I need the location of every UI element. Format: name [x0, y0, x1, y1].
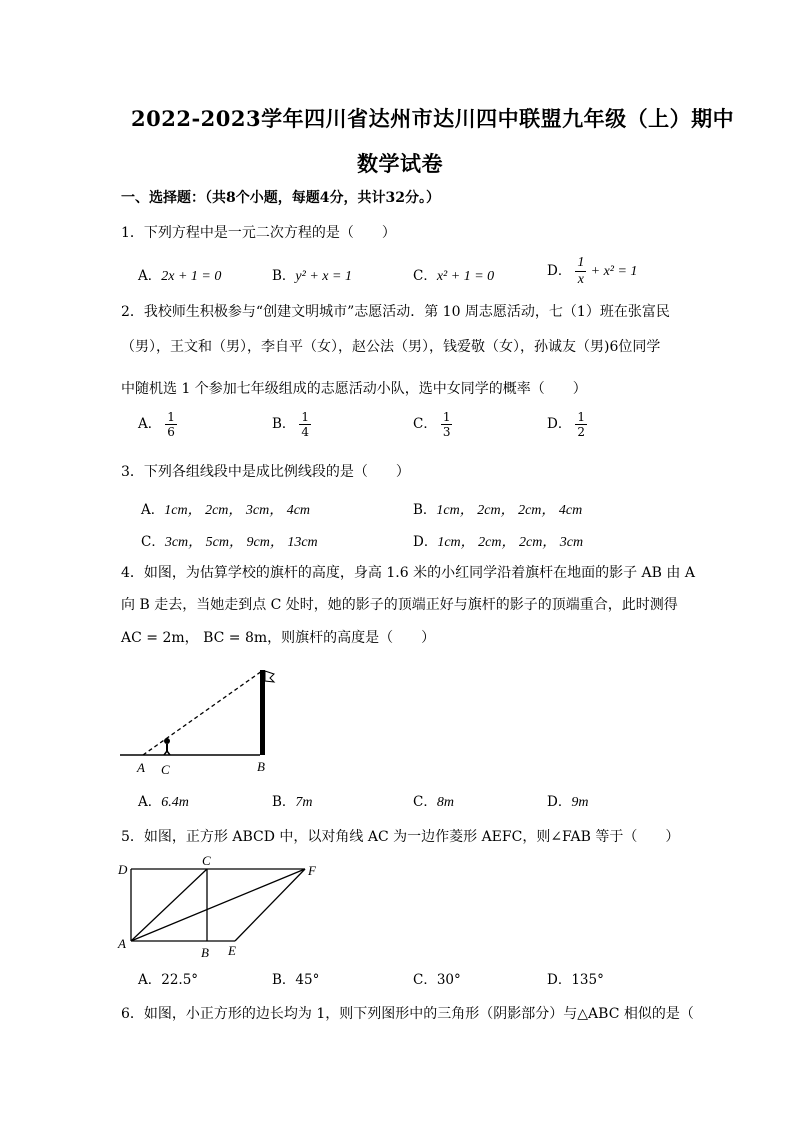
label-e: E [228, 943, 236, 958]
question-2-line2: （男），王文和（男），李自平（女），赵公法（男），钱爱敬（女），孙诚友（男)6位同学 [121, 339, 661, 355]
question-5-option-a: A．22.5° [138, 972, 199, 988]
question-3-stem: 3．下列各组线段中是成比例线段的是（ ） [121, 464, 410, 480]
section-heading: 一、选择题：（共8个小题，每题4分，共计32分。） [121, 190, 440, 206]
label-a: A [118, 936, 126, 951]
question-5-option-b: B．45° [272, 972, 320, 988]
label-b: B [201, 945, 209, 960]
question-1-option-c: C．x² + 1 = 0 [413, 268, 495, 284]
question-5-option-c: C．30° [413, 972, 461, 988]
question-5-stem: 5．如图，正方形 ABCD 中，以对角线 AC 为一边作菱形 AEFC，则∠FAB 等于（ ） [121, 829, 680, 845]
exam-title-line1: 2022-2023学年四川省达州市达川四中联盟九年级（上）期中 [131, 106, 735, 131]
question-6-stem: 6．如图，小正方形的边长均为 1，则下列图形中的三角形（阴影部分）与△ABC 相似的是（ [121, 1006, 694, 1022]
question-4-option-d: D．9m [547, 794, 589, 810]
question-4-line1: 4．如图，为估算学校的旗杆的高度，身高 1.6 米的小红同学沿着旗杆在地面的影子 AB 由 A [121, 565, 695, 581]
question-1-stem: 1．下列方程中是一元二次方程的是（ ） [121, 225, 396, 241]
label-a: A [137, 760, 145, 775]
question-4-line3: AC = 2m， BC = 8m，则旗杆的高度是（ ） [121, 630, 436, 646]
flag [265, 671, 274, 682]
flagpole [260, 670, 265, 755]
question-4-option-b: B．7m [272, 794, 313, 810]
question-2-line1: 2．我校师生积极参与“创建文明城市”志愿活动．第 10 周志愿活动，七（1）班在张富民 [121, 304, 670, 320]
label-d: D [118, 862, 128, 877]
label-c: C [202, 853, 211, 868]
question-2-option-a: A． $\frac{1}{6}$ [138, 410, 175, 439]
exam-title-line2: 数学试卷 [357, 151, 443, 176]
sight-line [143, 671, 262, 755]
person-head [164, 738, 170, 744]
question-1-option-d: D． $\frac{1}{x}$ + x² = 1 [547, 255, 638, 287]
question-4-line2: 向 B 走去，当她走到点 C 处时，她的影子的顶端正好与旗杆的影子的顶端重合，此时测得 [121, 597, 678, 613]
question-3-option-b: B．1cm， 2cm， 2cm， 4cm [413, 502, 583, 518]
question-2-option-b: B． $\frac{1}{4}$ [272, 410, 310, 439]
label-c: C [161, 762, 170, 777]
flagpole-figure [115, 665, 285, 780]
label-b: B [257, 759, 265, 774]
question-5-option-d: D．135° [547, 972, 604, 988]
question-2-option-c: C． $\frac{1}{3}$ [413, 410, 451, 439]
label-f: F [308, 863, 316, 878]
question-2-option-d: D． $\frac{1}{2}$ [547, 410, 585, 439]
question-4-option-a: A．6.4m [138, 794, 189, 810]
rhombus-figure [115, 853, 330, 963]
question-1-option-a: A．2x + 1 = 0 [138, 268, 222, 284]
question-2-line3: 中随机选 1 个参加七年级组成的志愿活动小队，选中女同学的概率（ ） [121, 381, 587, 397]
question-4-option-c: C．8m [413, 794, 454, 810]
question-3-option-c: C．3cm， 5cm， 9cm， 13cm [141, 534, 318, 550]
question-3-option-a: A．1cm， 2cm， 3cm， 4cm [141, 502, 311, 518]
question-3-option-d: D．1cm， 2cm， 2cm， 3cm [413, 534, 584, 550]
question-1-option-b: B．y² + x = 1 [272, 268, 352, 284]
